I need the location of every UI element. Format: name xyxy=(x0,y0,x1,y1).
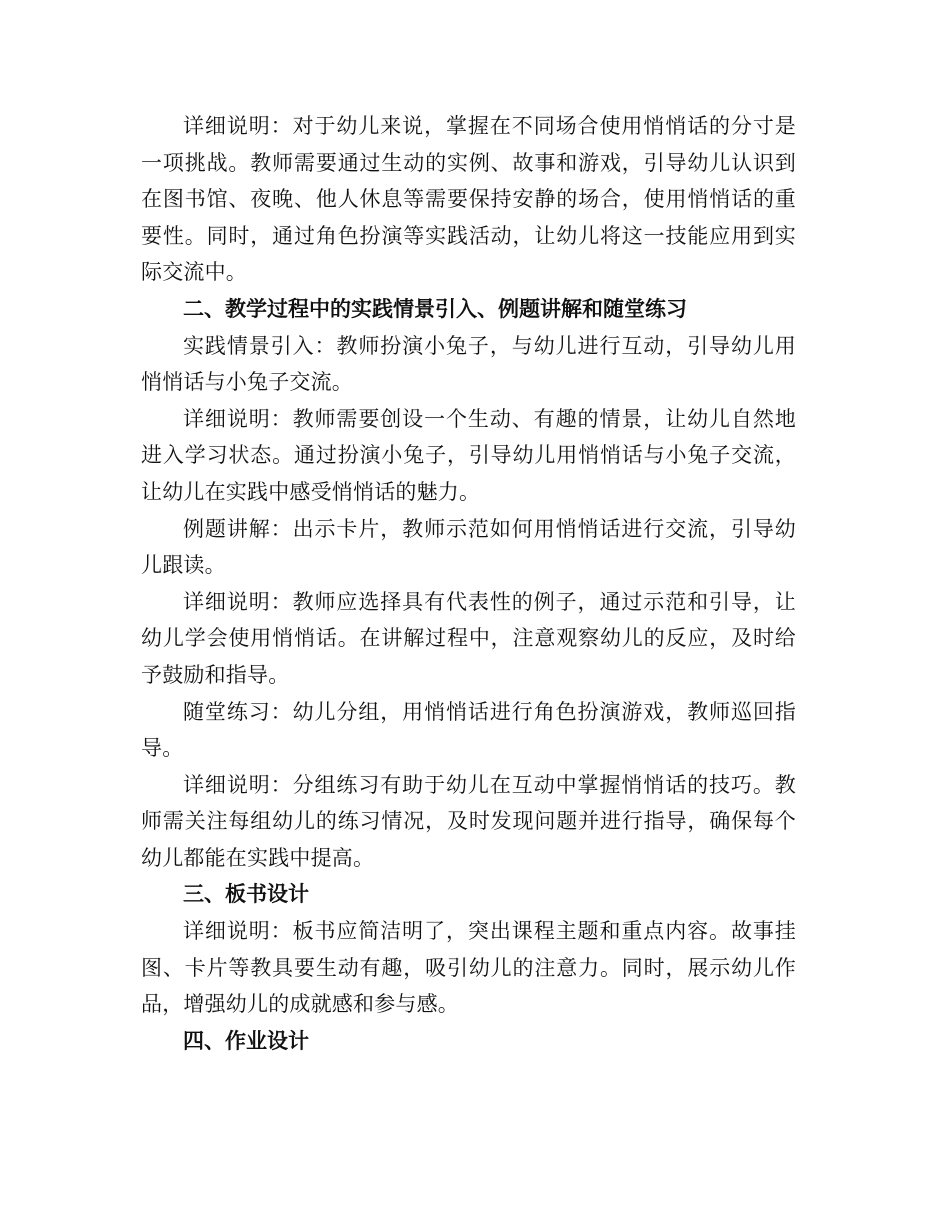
para-detail-5: 详细说明：板书应简洁明了，突出课程主题和重点内容。故事挂图、卡片等教具要生动有趣，吸引幼儿的注意力。同时，展示幼儿作品，增强幼儿的成就感和参与感。 xyxy=(141,919,796,1017)
para-detail-2: 详细说明：教师需要创设一个生动、有趣的情景，让幼儿自然地进入学习状态。通过扮演小兔子，引导幼儿用悄悄话与小兔子交流，让幼儿在实践中感受悄悄话的魅力。 xyxy=(141,406,796,504)
para-practice: 随堂练习：幼儿分组，用悄悄话进行角色扮演游戏，教师巡回指导。 xyxy=(141,699,796,761)
heading-section-4: 四、作业设计 xyxy=(183,1027,309,1053)
para-example: 例题讲解：出示卡片，教师示范如何用悄悄话进行交流，引导幼儿跟读。 xyxy=(141,516,796,578)
para-scenario-intro: 实践情景引入：教师扮演小兔子，与幼儿进行互动，引导幼儿用悄悄话与小兔子交流。 xyxy=(141,333,796,395)
heading-section-3: 三、板书设计 xyxy=(183,881,309,907)
heading-section-2: 二、教学过程中的实践情景引入、例题讲解和随堂练习 xyxy=(183,295,687,321)
document-body xyxy=(141,108,796,1059)
para-detail-1: 详细说明：对于幼儿来说，掌握在不同场合使用悄悄话的分寸是一项挑战。教师需要通过生动的实例、故事和游戏，引导幼儿认识到在图书馆、夜晚、他人休息等需要保持安静的场合，使用悄悄话的重要性。同时，通过角色扮演等实践活动，让幼儿将这一技能应用到实际交流中。 xyxy=(141,114,796,285)
para-detail-4: 详细说明：分组练习有助于幼儿在互动中掌握悄悄话的技巧。教师需关注每组幼儿的练习情况，及时发现问题并进行指导，确保每个幼儿都能在实践中提高。 xyxy=(141,772,796,870)
para-detail-3: 详细说明：教师应选择具有代表性的例子，通过示范和引导，让幼儿学会使用悄悄话。在讲解过程中，注意观察幼儿的反应，及时给予鼓励和指导。 xyxy=(141,589,796,687)
